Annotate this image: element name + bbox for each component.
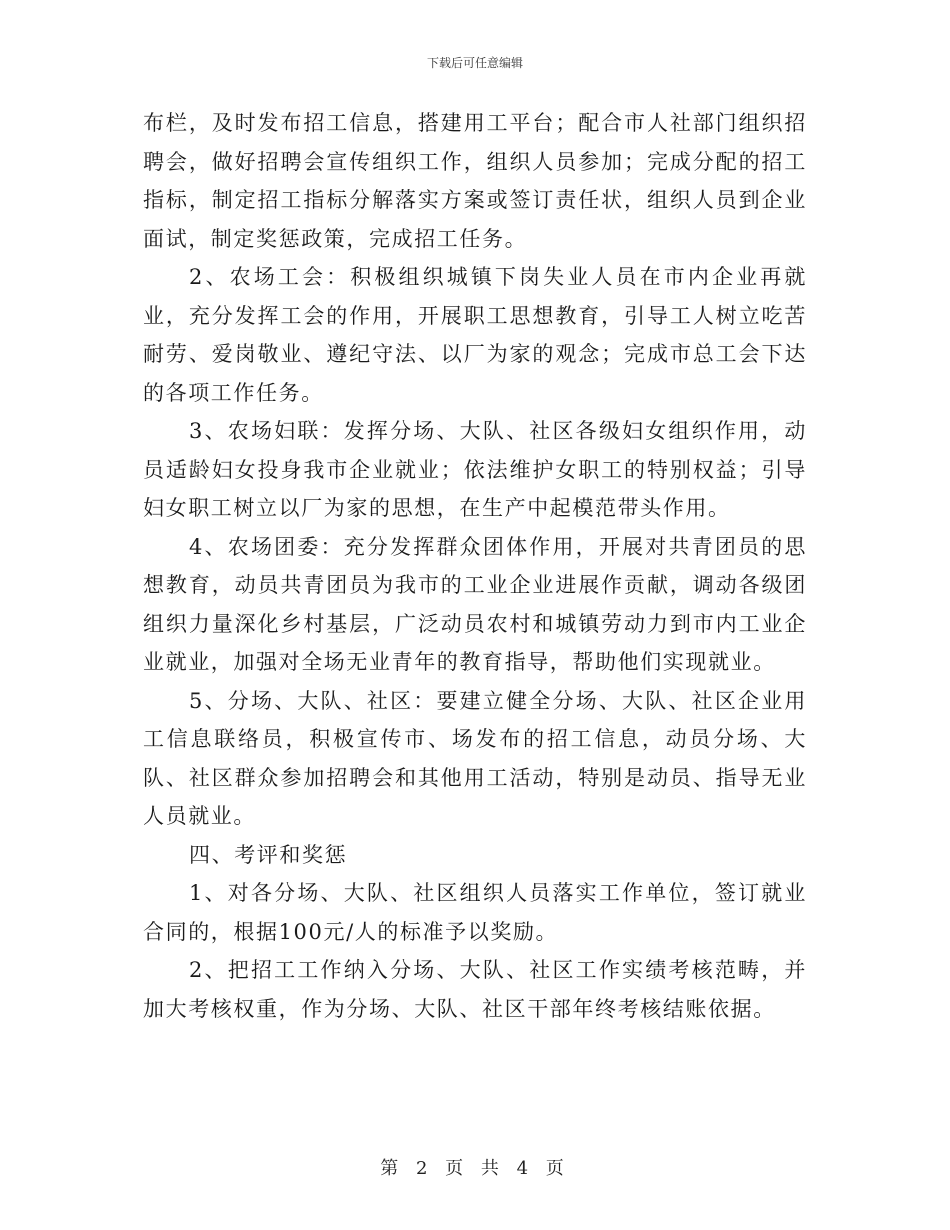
paragraph-recruitment-platform: 布栏，及时发布招工信息，搭建用工平台；配合市人社部门组织招聘会，做好招聘会宣传组织工作，组织人员参加；完成分配的招工指标，制定招工指标分解落实方案或签订责任状，组织人员到企业面试，制定奖惩政策，完成招工任务。 [143, 111, 807, 251]
paragraph-reward-standard: 1、对各分场、大队、社区组织人员落实工作单位，签订就业合同的，根据100元/人的标准予以奖励。 [143, 881, 807, 944]
paragraph-farm-youth-league: 4、农场团委：充分发挥群众团体作用，开展对共青团员的思想教育，动员共青团员为我市的工业企业进展作贡献，调动各级团组织力量深化乡村基层，广泛动员农村和城镇劳动力到市内工业企业就业，加强对全场无业青年的教育指导，帮助他们实现就业。 [143, 534, 807, 674]
paragraph-performance-assessment: 2、把招工工作纳入分场、大队、社区工作实绩考核范畴，并加大考核权重，作为分场、大队、社区干部年终考核结账依据。 [143, 958, 807, 1021]
paragraph-farm-union: 2、农场工会：积极组织城镇下岗失业人员在市内企业再就业，充分发挥工会的作用，开展职工思想教育，引导工人树立吃苦耐劳、爱岗敬业、遵纪守法、以厂为家的观念；完成市总工会下达的各项工作任务。 [143, 265, 807, 405]
page-header-note: 下载后可任意编辑 [426, 56, 523, 70]
page-number-footer: 第 2 页 共 4 页 [380, 1158, 570, 1179]
paragraph-branch-brigade-community: 5、分场、大队、社区：要建立健全分场、大队、社区企业用工信息联络员，积极宣传市、场发布的招工信息，动员分场、大队、社区群众参加招聘会和其他用工活动，特别是动员、指导无业人员就业。 [143, 688, 807, 828]
document-body [143, 104, 807, 1028]
paragraph-farm-womens-federation: 3、农场妇联：发挥分场、大队、社区各级妇女组织作用，动员适龄妇女投身我市企业就业；依法维护女职工的特别权益；引导妇女职工树立以厂为家的思想，在生产中起模范带头作用。 [143, 419, 807, 520]
section-heading-evaluation-rewards: 四、考评和奖惩 [189, 842, 348, 867]
